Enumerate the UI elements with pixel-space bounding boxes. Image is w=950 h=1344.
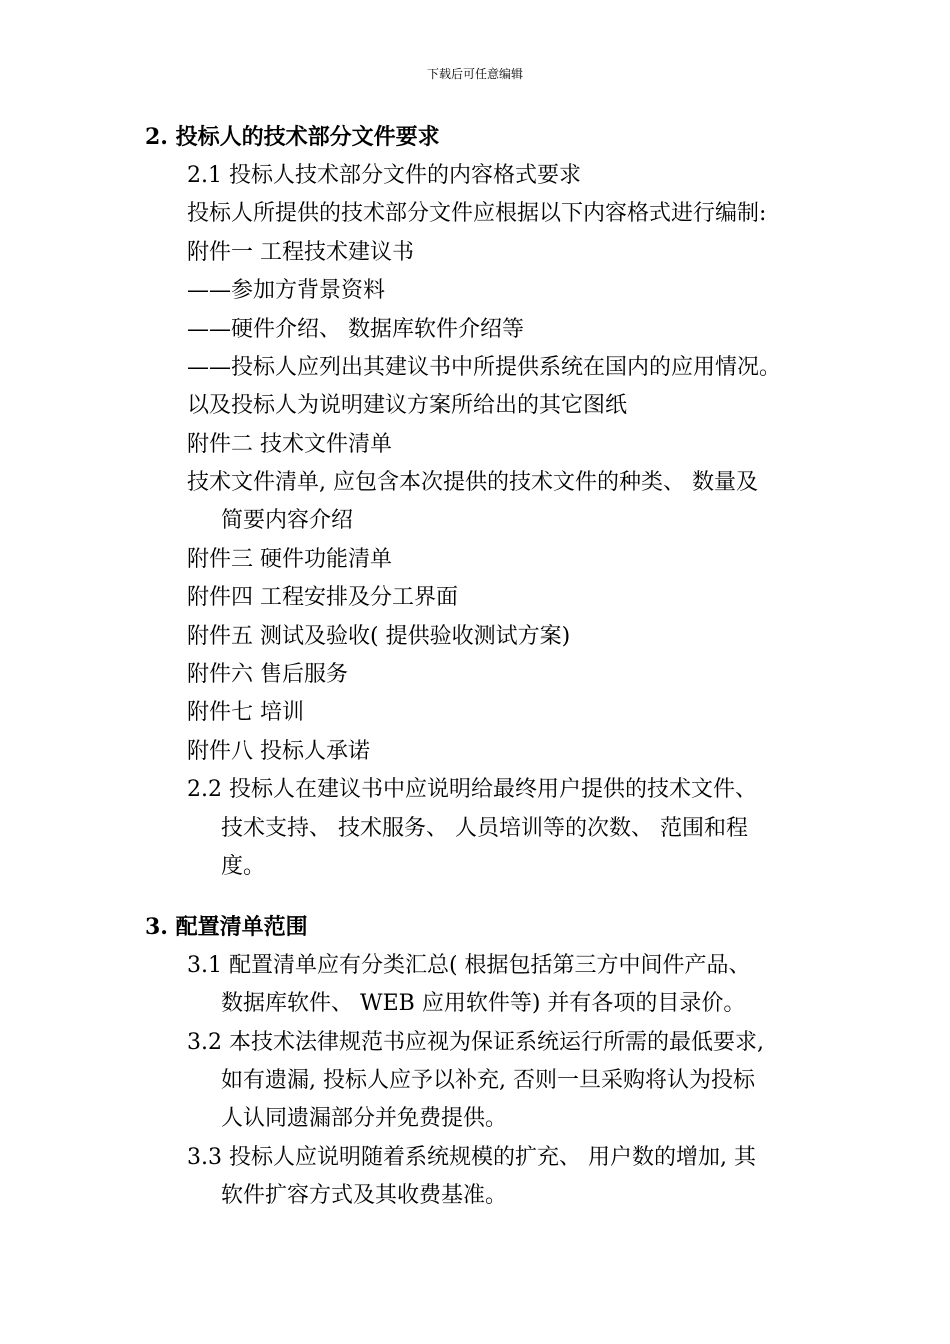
- section-3-heading: 3. 配置清单范围: [145, 914, 308, 940]
- section-2-line-19: 度。: [221, 854, 266, 879]
- section-2-line-13: 附件五 测试及验收( 提供验收测试方案): [187, 624, 571, 649]
- section-3-line-5: 人认同遗漏部分并免费提供。: [221, 1106, 508, 1131]
- section-2-line-11: 附件三 硬件功能清单: [187, 547, 392, 572]
- section-2-line-17: 2.2 投标人在建议书中应说明给最终用户提供的技术文件、: [187, 777, 757, 802]
- section-3-line-7: 软件扩容方式及其收费基准。: [221, 1183, 508, 1208]
- section-2-line-1: 2.1 投标人技术部分文件的内容格式要求: [187, 163, 581, 188]
- page-header-note: 下载后可任意编辑: [426, 67, 523, 81]
- section-2-heading: 2. 投标人的技术部分文件要求: [145, 124, 440, 150]
- section-2-line-12: 附件四 工程安排及分工界面: [187, 585, 458, 610]
- section-3-line-4: 如有遗漏, 投标人应予以补充, 否则一旦采购将认为投标: [221, 1068, 755, 1093]
- section-2-line-5: ——硬件介绍、 数据库软件介绍等: [187, 317, 524, 342]
- section-2-line-14: 附件六 售后服务: [187, 662, 348, 687]
- section-2-line-18: 技术支持、 技术服务、 人员培训等的次数、 范围和程: [221, 816, 748, 841]
- section-2-line-3: 附件一 工程技术建议书: [187, 240, 414, 265]
- section-2-line-8: 附件二 技术文件清单: [187, 432, 392, 457]
- section-3-line-1: 3.1 配置清单应有分类汇总( 根据包括第三方中间件产品、: [187, 953, 751, 978]
- section-2-line-2: 投标人所提供的技术部分文件应根据以下内容格式进行编制:: [187, 201, 767, 226]
- section-2-line-6: ——投标人应列出其建议书中所提供系统在国内的应用情况。: [187, 355, 782, 380]
- section-3-line-2: 数据库软件、 WEB 应用软件等) 并有各项的目录价。: [221, 991, 746, 1016]
- section-2-line-15: 附件七 培训: [187, 700, 304, 725]
- section-2-line-9: 技术文件清单, 应包含本次提供的技术文件的种类、 数量及: [187, 470, 758, 495]
- section-3-line-6: 3.3 投标人应说明随着系统规模的扩充、 用户数的增加, 其: [187, 1145, 756, 1170]
- section-2-line-16: 附件八 投标人承诺: [187, 739, 370, 764]
- section-2-line-7: 以及投标人为说明建议方案所给出的其它图纸: [187, 393, 628, 418]
- section-2-line-10: 简要内容介绍: [221, 508, 354, 533]
- section-2-line-4: ——参加方背景资料: [187, 278, 386, 303]
- section-3-line-3: 3.2 本技术法律规范书应视为保证系统运行所需的最低要求,: [187, 1030, 764, 1055]
